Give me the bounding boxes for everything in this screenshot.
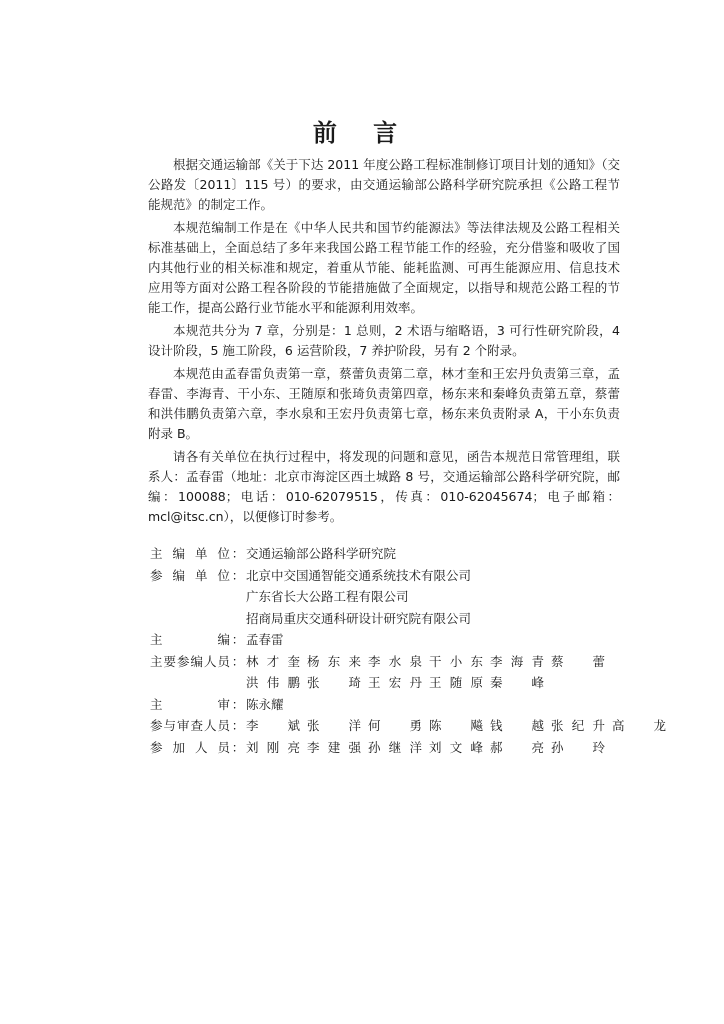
main-editors-row bbox=[150, 651, 630, 694]
participating-unit: 北京中交国通智能交通系统技术有限公司 bbox=[246, 567, 472, 583]
person-name: 干小东 bbox=[429, 653, 483, 669]
person-name: 李海青 bbox=[490, 653, 544, 669]
person-name: 秦峰 bbox=[490, 675, 544, 690]
chief-unit-row bbox=[150, 543, 630, 565]
paragraph-5: 请各有关单位在执行过程中，将发现的问题和意见，函告本规范日常管理组，联系人：孟春雷（地址：北京市海淀区西土城路 8 号，交通运输部公路科学研究院，邮编：100088；电话：010-62079515，传真：010-62045674；电子邮箱：mcl@itsc.cn），以便修订时参考。 bbox=[148, 449, 620, 524]
paragraph-3: 本规范共分为 7 章，分别是：1 总则，2 术语与缩略语，3 可行性研究阶段，4 设计阶段，5 施工阶段，6 运营阶段，7 养护阶段，另有 2 个附录。 bbox=[148, 323, 620, 358]
chief-reviewer: 陈永耀 bbox=[246, 696, 284, 712]
separator: ： bbox=[231, 653, 245, 669]
chief-unit: 交通运输部公路科学研究院 bbox=[246, 546, 397, 561]
chief-reviewer-label: 主审 bbox=[150, 696, 230, 712]
participating-unit: 招商局重庆交通科研设计研究院有限公司 bbox=[246, 610, 472, 626]
person-name: 王宏丹 bbox=[368, 675, 422, 690]
person-name: 刘刚亮 bbox=[246, 739, 300, 755]
participants-row bbox=[150, 737, 630, 759]
chief-editor-label: 主编 bbox=[150, 632, 230, 647]
paragraph-4: 本规范由孟春雷负责第一章，蔡蕾负责第二章，林才奎和王宏丹负责第三章，孟春雷、李海青、干小东、王随原和张琦负责第四章，杨东来和秦峰负责第五章，蔡蕾和洪伟鹏负责第六章，李水泉和王宏丹负责第七章，杨东来负责附录 A，干小东负责附录 B。 bbox=[148, 366, 620, 441]
person-name: 李建强 bbox=[307, 739, 361, 755]
paragraph-1: 根据交通运输部《关于下达 2011 年度公路工程标准制修订项目计划的通知》（交公路发〔2011〕115 号）的要求，由交通运输部公路科学研究院承担《公路工程节能规范》的制定工作。 bbox=[148, 157, 620, 212]
person-name: 孙玲 bbox=[551, 739, 605, 755]
credits-block bbox=[150, 543, 666, 758]
page-title: 前 言 bbox=[312, 118, 412, 147]
person-name: 刘文峰 bbox=[429, 739, 483, 755]
separator: ： bbox=[231, 546, 245, 561]
chief-unit-label: 主编单位 bbox=[150, 546, 230, 561]
separator: ： bbox=[231, 718, 245, 733]
person-name: 张洋 bbox=[307, 718, 361, 733]
person-name: 林才奎 bbox=[246, 653, 300, 669]
person-name: 洪伟鹏 bbox=[246, 675, 300, 690]
person-name: 张琦 bbox=[307, 675, 361, 690]
paragraph-2: 本规范编制工作是在《中华人民共和国节约能源法》等法律法规及公路工程相关标准基础上，全面总结了多年来我国公路工程节能工作的经验，充分借鉴和吸收了国内其他行业的相关标准和规定，着重从节能、能耗监测、可再生能源应用、信息技术应用等方面对公路工程各阶段的节能措施做了全面规定，以指导和规范公路工程的节能工作，提高公路行业节能水平和能源利用效率。 bbox=[148, 220, 620, 315]
chief-editor: 孟春雷 bbox=[246, 632, 284, 647]
person-name: 钱越 bbox=[490, 718, 544, 733]
person-name: 陈飚 bbox=[429, 718, 483, 733]
person-name: 李水泉 bbox=[368, 653, 422, 669]
main-editors-label: 主要参编人员 bbox=[150, 653, 230, 669]
person-name: 张纪升 bbox=[551, 718, 605, 733]
separator: ： bbox=[231, 696, 245, 712]
chief-editor-row bbox=[150, 629, 630, 651]
participating-units-row bbox=[150, 565, 630, 630]
person-name: 高龙 bbox=[612, 718, 666, 733]
chief-reviewer-row bbox=[150, 694, 630, 716]
person-name: 何勇 bbox=[368, 718, 422, 733]
separator: ： bbox=[231, 739, 245, 755]
reviewers-label: 参与审查人员 bbox=[150, 718, 230, 733]
participating-units-label: 参编单位 bbox=[150, 567, 230, 583]
reviewers-row bbox=[150, 715, 666, 737]
person-name: 杨东来 bbox=[307, 653, 361, 669]
person-name: 孙继洋 bbox=[368, 739, 422, 755]
separator: ： bbox=[231, 567, 245, 583]
person-name: 王随原 bbox=[429, 675, 483, 690]
participants-label: 参加人员 bbox=[150, 739, 230, 755]
separator: ： bbox=[231, 632, 245, 647]
person-name: 蔡蕾 bbox=[551, 653, 605, 669]
preface-body bbox=[148, 155, 620, 530]
person-name: 李斌 bbox=[246, 718, 300, 733]
participating-unit: 广东省长大公路工程有限公司 bbox=[246, 589, 409, 604]
person-name: 郝亮 bbox=[490, 739, 544, 755]
